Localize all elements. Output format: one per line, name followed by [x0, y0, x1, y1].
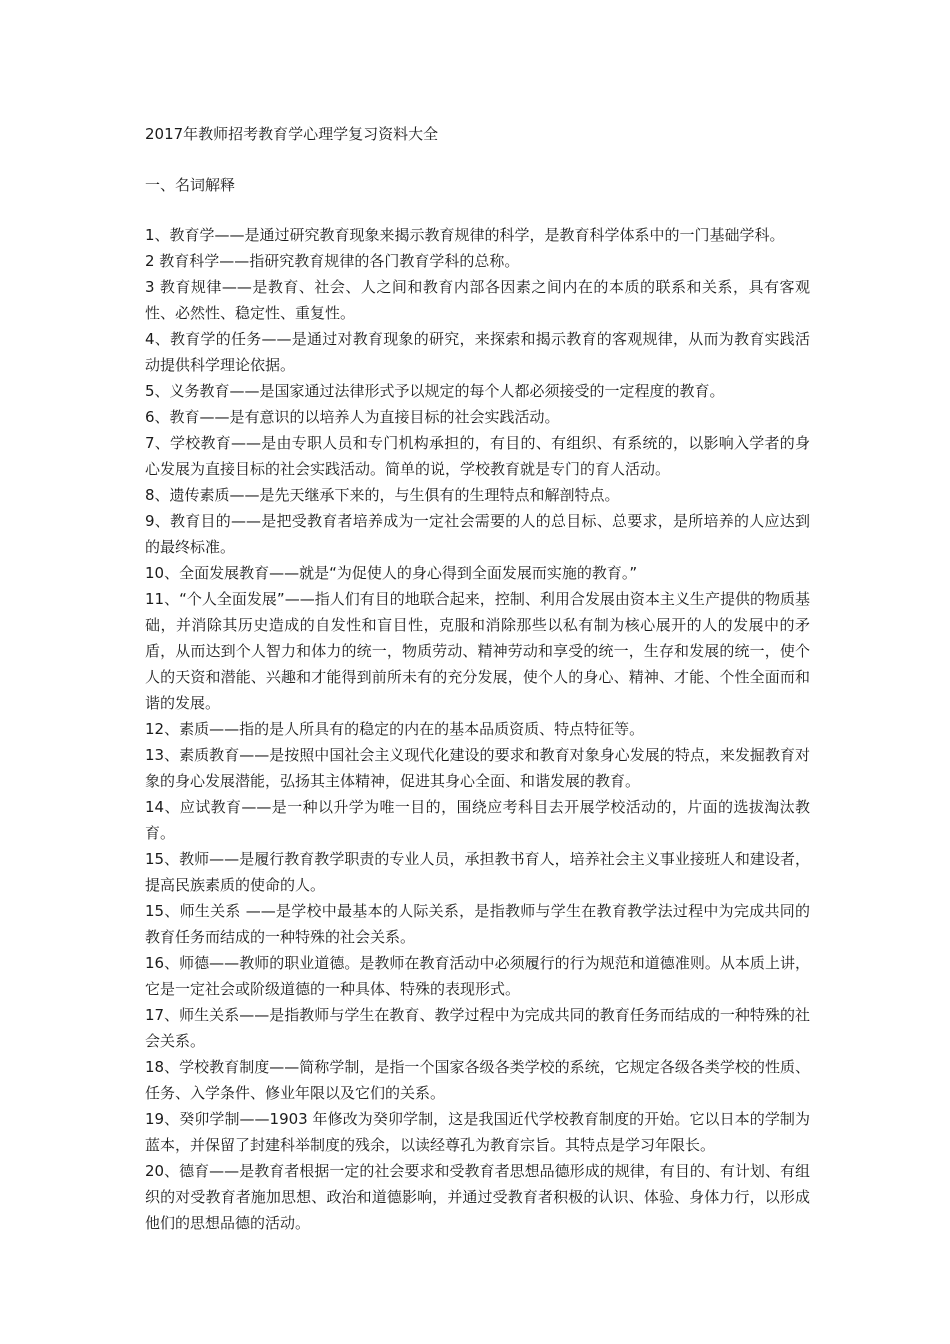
definition-list: [145, 222, 810, 1236]
definition-entry: 19、癸卯学制——1903 年修改为癸卯学制，这是我国近代学校教育制度的开始。它以日本的学制为蓝本，并保留了封建科举制度的残余，以读经尊孔为教育宗旨。其特点是学习年限长。: [145, 1110, 810, 1154]
document-page: [145, 121, 810, 1236]
definition-entry: 4、教育学的任务——是通过对教育现象的研究，来探索和揭示教育的客观规律，从而为教育实践活动提供科学理论依据。: [145, 330, 810, 374]
definition-entry: 2 教育科学——指研究教育规律的各门教育学科的总称。: [145, 252, 520, 270]
definition-entry: 17、师生关系——是指教师与学生在教育、教学过程中为完成共同的教育任务而结成的一种特殊的社会关系。: [145, 1006, 810, 1050]
definition-entry: 11、“个人全面发展”——指人们有目的地联合起来，控制、利用合发展由资本主义生产提供的物质基础，并消除其历史造成的自发性和盲目性，克服和消除那些以私有制为核心展开的人的发展中的矛盾，从而达到个人智力和体力的统一，物质劳动、精神劳动和享受的统一，生存和发展的统一，使个人的天资和潜能、兴趣和才能得到前所未有的充分发展，使个人的身心、精神、才能、个性全面而和谐的发展。: [145, 590, 810, 712]
definition-entry: 3 教育规律——是教育、社会、人之间和教育内部各因素之间内在的本质的联系和关系，具有客观性、必然性、稳定性、重复性。: [145, 278, 810, 322]
definition-entry: 15、师生关系 ——是学校中最基本的人际关系，是指教师与学生在教育教学法过程中为完成共同的教育任务而结成的一种特殊的社会关系。: [145, 902, 810, 946]
definition-entry: 18、学校教育制度——简称学制，是指一个国家各级各类学校的系统，它规定各级各类学校的性质、任务、入学条件、修业年限以及它们的关系。: [145, 1058, 810, 1102]
definition-entry: 1、教育学——是通过研究教育现象来揭示教育规律的科学，是教育科学体系中的一门基础学科。: [145, 226, 785, 244]
definition-entry: 16、师德——教师的职业道德。是教师在教育活动中必须履行的行为规范和道德准则。从本质上讲，它是一定社会或阶级道德的一种具体、特殊的表现形式。: [145, 954, 810, 998]
definition-entry: 5、义务教育——是国家通过法律形式予以规定的每个人都必须接受的一定程度的教育。: [145, 382, 725, 400]
document-title: 2017年教师招考教育学心理学复习资料大全: [145, 125, 439, 143]
definition-entry: 14、应试教育——是一种以升学为唯一目的，围绕应考科目去开展学校活动的，片面的选拔淘汰教育。: [145, 798, 810, 842]
definition-entry: 12、素质——指的是人所具有的稳定的内在的基本品质资质、特点特征等。: [145, 720, 645, 738]
definition-entry: 13、素质教育——是按照中国社会主义现代化建设的要求和教育对象身心发展的特点，来发掘教育对象的身心发展潜能，弘扬其主体精神，促进其身心全面、和谐发展的教育。: [145, 746, 810, 790]
definition-entry: 7、学校教育——是由专职人员和专门机构承担的，有目的、有组织、有系统的，以影响入学者的身心发展为直接目标的社会实践活动。简单的说，学校教育就是专门的育人活动。: [145, 434, 810, 478]
definition-entry: 15、教师——是履行教育教学职责的专业人员，承担教书育人，培养社会主义事业接班人和建设者，提高民族素质的使命的人。: [145, 850, 810, 894]
section-heading: 一、名词解释: [145, 176, 236, 194]
definition-entry: 8、遗传素质——是先天继承下来的，与生俱有的生理特点和解剖特点。: [145, 486, 620, 504]
definition-entry: 9、教育目的——是把受教育者培养成为一定社会需要的人的总目标、总要求，是所培养的人应达到的最终标准。: [145, 512, 810, 556]
definition-entry: 20、德育——是教育者根据一定的社会要求和受教育者思想品德形成的规律，有目的、有计划、有组织的对受教育者施加思想、政治和道德影响，并通过受教育者积极的认识、体验、身体力行，以形成他们的思想品德的活动。: [145, 1162, 810, 1232]
definition-entry: 10、全面发展教育——就是“为促使人的身心得到全面发展而实施的教育。”: [145, 564, 638, 582]
definition-entry: 6、教育——是有意识的以培养人为直接目标的社会实践活动。: [145, 408, 560, 426]
